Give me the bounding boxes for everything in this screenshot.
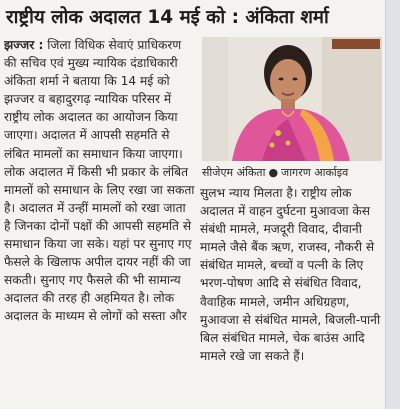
caption-bullet: ●: [268, 166, 279, 179]
page-edge-strip: [385, 0, 400, 409]
caption-credit: जागरण आर्काइव: [281, 166, 349, 179]
article-column-left: [4, 36, 196, 408]
portrait-photo: [202, 37, 382, 161]
photo-caption: [202, 165, 384, 181]
dateline: झज्जर :: [4, 38, 44, 52]
headline: राष्ट्रीय लोक अदालत 14 मई को : अंकिता शर्मा: [6, 7, 329, 28]
article-text-right: सुलभ न्याय मिलता है। राष्ट्रीय लोक अदालत में वाहन दुर्घटना मुआवजा केस संबंधी मामले, मजदूरी विवाद, दीवानी मामले जैसे बैंक ऋण, राजस्व, नौकरी से संबंधित मामले, बच्चों व पत्नी के लिए भरण-पोषण आदि से संबंधित विवाद, वैवाहिक मामले, जमीन अधिग्रहण, मुआवजा से संबंधित मामले, बिजली-पानी बिल संबंधित मामले, चेक बाउंस आदि मामले रखे जा सकते हैं।: [200, 186, 381, 363]
article-paragraph-left: [4, 36, 196, 326]
caption-name: सीजेएम अंकिता: [202, 166, 266, 179]
portrait-illustration: [202, 37, 382, 161]
article-column-right: [200, 184, 384, 406]
article-text-left: जिला विधिक सेवाएं प्राधिकरण की सचिव एवं मुख्य न्यायिक दंडाधिकारी अंकिता शर्मा ने बताया कि 14 मई को झज्जर व बहादुरगढ़ न्यायिक परिसर में राष्ट्रीय लोक अदालत का आयोजन किया जाएगा। अदालत में आपसी सहमति से लंबित मामलों का समाधान किया जाएगा। लोक अदालत में किसी भी प्रकार के लंबित मामलों को समाधान के लिए रखा जा सकता है। अदालत में उन्हीं मामलों को रखा जाता है जिनका दोनों पक्षों की आपसी सहमति से समाधान किया जा सके। यहां पर सुनाए गए फैसले के खिलाफ अपील दायर नहीं की जा सकती। सुनाए गए फैसले की भी सामान्य अदालत की तरह ही अहमियत है। लोक अदालत के माध्यम से लोगों को सस्ता और: [4, 38, 195, 324]
